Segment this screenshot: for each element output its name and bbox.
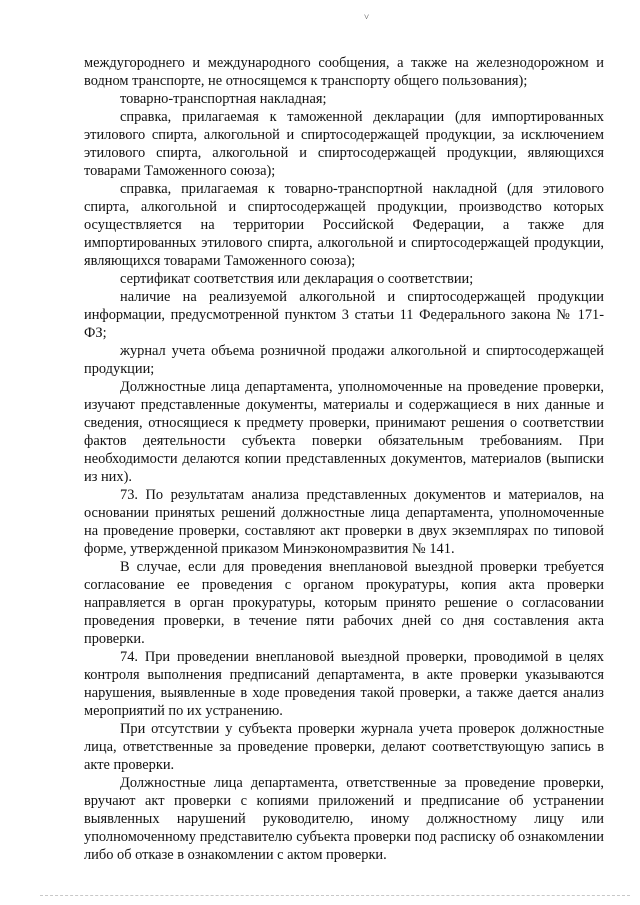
page-mark: ˅ (364, 12, 370, 22)
scan-edge-line (40, 895, 630, 896)
paragraph-13: Должностные лица департамента, ответственные за проведение проверки, вручают акт проверки с копиями приложений и предписание об устранении выявленных нарушений руководителю, иному должностному лицу или уполномоченному представителю субъекта проверки под расписку об ознакомлении либо об отказе в ознакомлении с актом проверки. (84, 775, 604, 863)
paragraph-10: В случае, если для проведения внеплановой выездной проверки требуется согласование ее проведения с органом прокуратуры, копия акта проверки направляется в орган прокуратуры, которым принято решение о согласовании проведения проверки, в течение пяти рабочих дней со дня составления акта проверки. (84, 559, 604, 647)
paragraph-2: товарно-транспортная накладная; (120, 91, 327, 107)
paragraph-7: журнал учета объема розничной продажи алкогольной и спиртосодержащей продукции; (84, 343, 604, 377)
document-body (84, 54, 604, 864)
paragraph-5: сертификат соответствия или декларация о соответствии; (120, 271, 474, 287)
paragraph-4: справка, прилагаемая к товарно-транспортной накладной (для этилового спирта, алкогольной и спиртосодержащей продукции, производство которых осуществляется на территории Российской Федерации, а также для импортированных этилового спирта, алкогольной и спиртосодержащей продукции, являющихся товарами Таможенного союза); (84, 181, 604, 269)
paragraph-1: междугороднего и международного сообщения, а также на железнодорожном и водном транспорте, не относящемся к транспорту общего пользования); (84, 55, 604, 89)
paragraph-12: При отсутствии у субъекта проверки журнала учета проверок должностные лица, ответственные за проведение проверки, делают соответствующую запись в акте проверки. (84, 721, 604, 773)
paragraph-6: наличие на реализуемой алкогольной и спиртосодержащей продукции информации, предусмотренной пунктом 3 статьи 11 Федерального закона № 171-ФЗ; (84, 289, 604, 341)
paragraph-9: 73. По результатам анализа представленных документов и материалов, на основании принятых решений должностные лица департамента, уполномоченные на проведение проверки, составляют акт проверки в двух экземплярах по типовой форме, утвержденной приказом Минэкономразвития № 141. (84, 487, 604, 557)
paragraph-11: 74. При проведении внеплановой выездной проверки, проводимой в целях контроля выполнения предписаний департамента, в акте проверки указываются нарушения, выявленные в ходе проведения такой проверки, а также дается анализ мероприятий по их устранению. (84, 649, 604, 719)
paragraph-8: Должностные лица департамента, уполномоченные на проведение проверки, изучают представленные документы, материалы и содержащиеся в них данные и сведения, относящиеся к предмету проверки, принимают решения о соответствии фактов деятельности субъекта поверки обязательным требованиям. При необходимости делаются копии представленных документов, материалов (выписки из них). (84, 379, 604, 485)
paragraph-3: справка, прилагаемая к таможенной декларации (для импортированных этилового спирта, алкогольной и спиртосодержащей продукции, за исключением этилового спирта, алкогольной и спиртосодержащей продукции, являющихся товарами Таможенного союза); (84, 109, 604, 179)
